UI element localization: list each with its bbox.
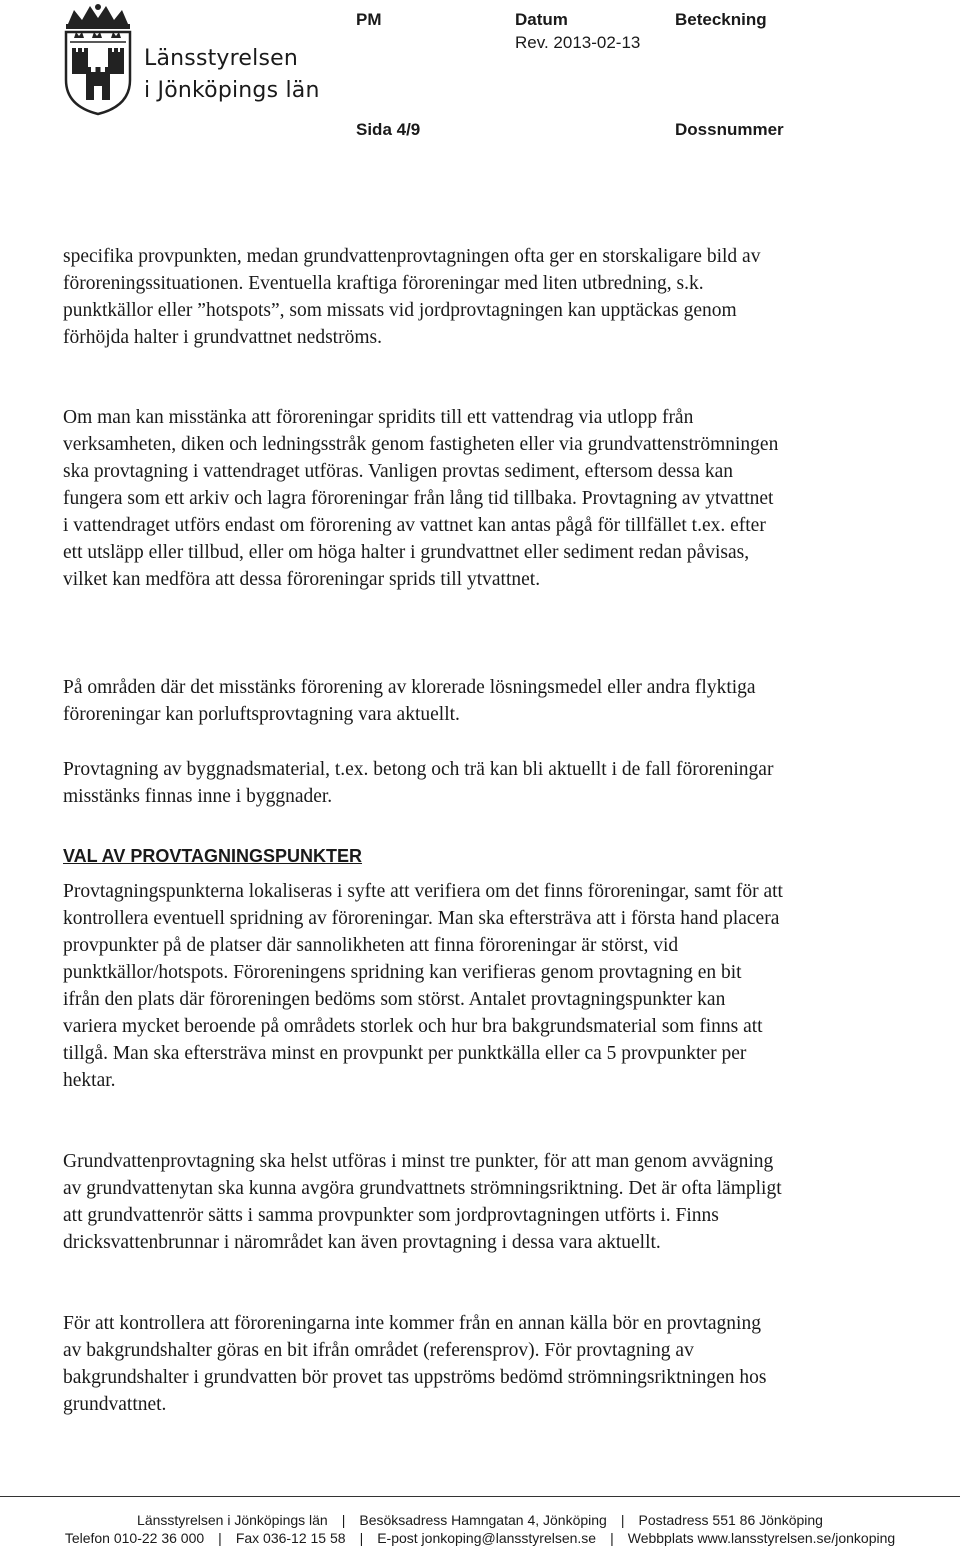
footer-separator: |: [610, 1530, 614, 1546]
logo: [56, 2, 320, 116]
section-heading: VAL AV PROVTAGNINGSPUNKTER: [63, 846, 363, 866]
footer-divider: [0, 1496, 960, 1497]
footer-visit-address: Besöksadress Hamngatan 4, Jönköping: [359, 1512, 607, 1528]
paragraph-3: På områden där det misstänks förorening av klorerade lösningsmedel eller andra flyktiga föroreningar kan porluftsprovtagning vara aktuellt.: [63, 677, 756, 725]
dossnummer-label: Dossnummer: [675, 120, 784, 139]
footer-postal-address: Postadress 551 86 Jönköping: [638, 1512, 823, 1528]
page-number: Sida 4/9: [356, 120, 421, 139]
pm-label: PM: [356, 10, 382, 29]
paragraph-5: Provtagningspunkterna lokaliseras i syfte att verifiera om det finns föroreningar, samt för att kontrollera eventuell spridning av föroreningar. Man ska eftersträva att i första hand placera provpunkter på de platser där sannolikheten att finna föroreningar är störst, vid punktkällor/hotspots. Föroreningens spridning kan verifieras genom provtagning en bit ifrån den plats där föroreningen bedöms som störst. Antalet provtagningspunkter kan variera mycket beroende på områdets storlek och hur bra bakgrundsmaterial som finns att tillgå. Man ska eftersträva minst en provpunkt per punktkälla eller ca 5 provpunkter per hektar.: [63, 881, 783, 1091]
coat-of-arms-icon: [56, 2, 140, 116]
logo-name-line2: i Jönköpings län: [144, 78, 320, 103]
paragraph-4: Provtagning av byggnadsmaterial, t.ex. betong och trä kan bli aktuellt i de fall föroreningar misstänks finnas inne i byggnader.: [63, 759, 774, 807]
paragraph-6: Grundvattenprovtagning ska helst utföras i minst tre punkter, för att man genom avvägning av grundvattenytan ska kunna avgöra grundvattnets strömningsriktning. Det är ofta lämpligt att grundvattenrör sätts i samma provpunkter som jordprovtagningen utförts i. Finns dricksvattenbrunnar i närområdet kan även provtagning i dessa vara aktuellt.: [63, 1151, 782, 1253]
footer-separator: |: [341, 1512, 346, 1528]
footer-phone: Telefon 010-22 36 000: [64, 1530, 205, 1546]
footer-line-2: [0, 1530, 960, 1546]
footer-org: Länsstyrelsen i Jönköpings län: [137, 1512, 328, 1528]
footer-separator: |: [620, 1512, 625, 1528]
datum-value: Rev. 2013-02-13: [515, 33, 641, 52]
footer-separator: |: [359, 1530, 364, 1546]
paragraph-2: Om man kan misstänka att föroreningar spridits till ett vattendrag via utlopp från verksamheten, diken och ledningsstråk genom fastigheten eller via grundvattenströmningen ska provtagning i vattendraget utföras. Vanligen provtas sediment, eftersom dessa kan fungera som ett arkiv och lagra föroreningar från lång tid tillbaka. Provtagning av ytvattnet i vattendraget utförs endast om förorening av vattnet kan antas pågå för tillfället t.ex. efter ett utsläpp eller tillbud, eller om höga halter i grundvattnet eller sediment redan påvisas, vilket kan medföra att dessa föroreningar sprids till ytvattnet.: [63, 407, 779, 590]
logo-name-line1: Länsstyrelsen: [144, 46, 299, 71]
beteckning-label: Beteckning: [675, 10, 767, 29]
footer-fax: Fax 036-12 15 58: [235, 1530, 346, 1546]
paragraph-1: specifika provpunkten, medan grundvattenprovtagningen ofta ger en storskaligare bild av föroreningssituationen. Eventuella kraftiga föroreningar med liten utbredning, s.k. punktkällor eller ”hotspots”, som missats vid jordprovtagningen kan upptäckas genom förhöjda halter i grundvattnet nedströms.: [63, 246, 761, 348]
footer-email: E-post jonkoping@lansstyrelsen.se: [377, 1530, 597, 1546]
footer-separator: |: [218, 1530, 222, 1546]
footer-website: Webbplats www.lansstyrelsen.se/jonkoping: [627, 1530, 896, 1546]
paragraph-7: För att kontrollera att föroreningarna inte kommer från en annan källa bör en provtagning av bakgrundshalter göras en bit ifrån området (referensprov). För provtagning av bakgrundshalter i grundvatten bör provet tas uppströms bedömd strömningsriktningen hos grundvattnet.: [63, 1313, 767, 1415]
footer-line-1: [0, 1512, 960, 1528]
datum-label: Datum: [515, 10, 568, 29]
